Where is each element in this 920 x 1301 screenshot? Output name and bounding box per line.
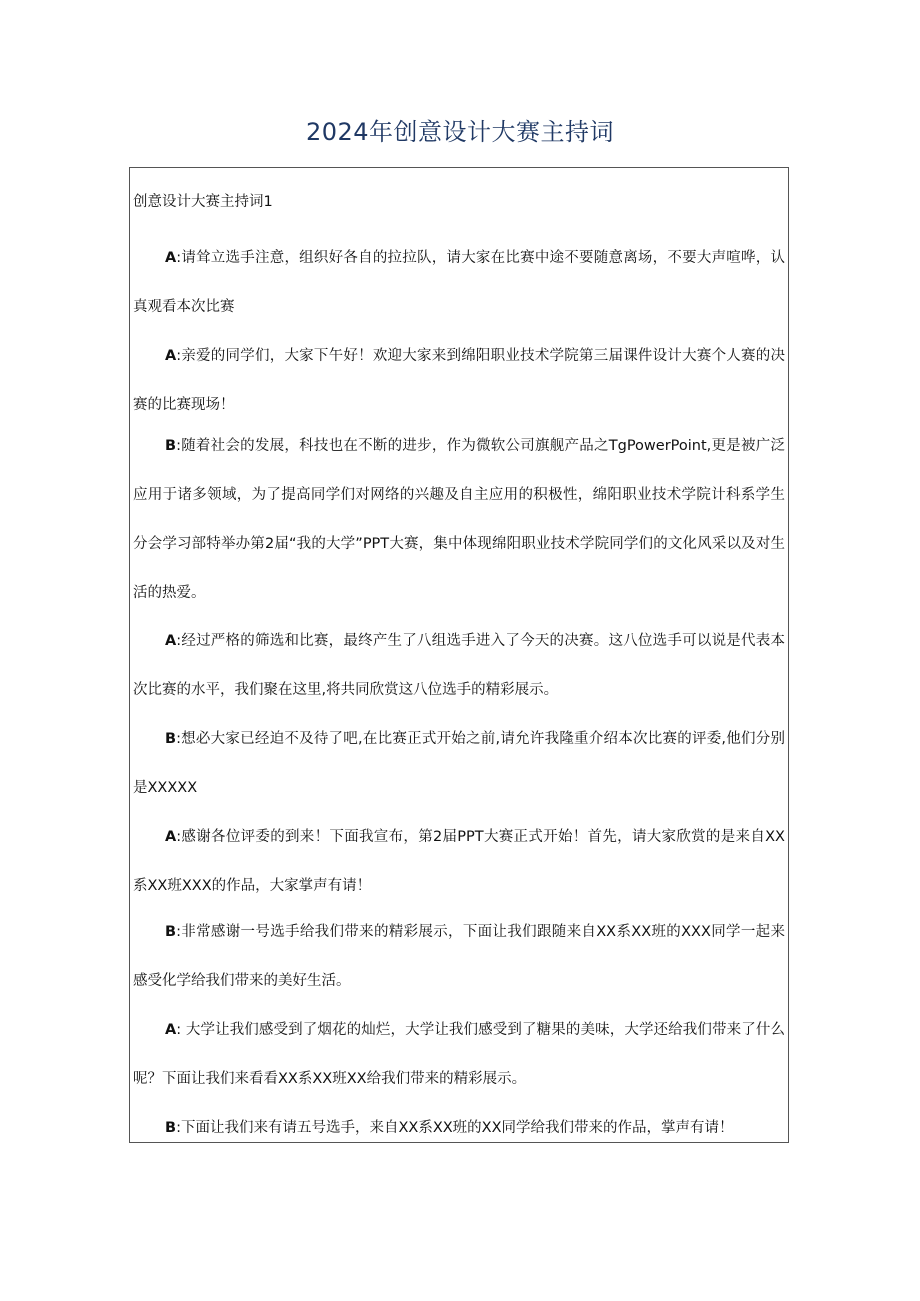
paragraph-text: :亲爱的同学们，大家下午好！欢迎大家来到绵阳职业技术学院第三届课件设计大赛个人赛的决赛的比赛现场！ bbox=[133, 348, 785, 413]
paragraph-text: :经过严格的筛选和比赛，最终产生了八组选手进入了今天的决赛。这八位选手可以说是代表本次比赛的水平，我们聚在这里,将共同欣赏这八位选手的精彩展示。 bbox=[133, 633, 785, 698]
paragraph bbox=[133, 1104, 785, 1143]
paragraph-text: :非常感谢一号选手给我们带来的精彩展示，下面让我们跟随来自XX系XX班的XXX同学一起来感受化学给我们带来的美好生活。 bbox=[133, 924, 785, 989]
speaker-label: A bbox=[165, 348, 177, 364]
speaker-label: B bbox=[165, 438, 177, 454]
speaker-label: A bbox=[165, 829, 177, 845]
paragraph-text: : 大学让我们感受到了烟花的灿烂，大学让我们感受到了糖果的美味，大学还给我们带来了什么呢？下面让我们来看看XX系XX班XX给我们带来的精彩展示。 bbox=[133, 1022, 785, 1087]
document-title: 2024年创意设计大赛主持词 bbox=[305, 118, 615, 146]
paragraph bbox=[133, 1006, 785, 1104]
section-heading: 创意设计大赛主持词1 bbox=[133, 194, 273, 210]
paragraph-text: :随着社会的发展，科技也在不断的进步，作为微软公司旗舰产品之TgPowerPoint,更是被广泛应用于诸多领域，为了提高同学们对网络的兴趣及自主应用的积极性，绵阳职业技术学院计科系学生分会学习部特举办第2届“我的大学”PPT大赛，集中体现绵阳职业技术学院同学们的文化风采以及对生活的热爱。 bbox=[133, 438, 785, 601]
paragraph bbox=[133, 813, 785, 911]
paragraph bbox=[133, 908, 785, 1006]
speaker-label: A bbox=[165, 250, 177, 266]
speaker-label: A bbox=[165, 633, 177, 649]
content-box bbox=[129, 167, 789, 1143]
paragraph bbox=[133, 234, 785, 332]
paragraph-text: :想必大家已经迫不及待了吧,在比赛正式开始之前,请允许我隆重介绍本次比赛的评委,他们分别是XXXXX bbox=[133, 731, 785, 796]
paragraph-text: :下面让我们来有请五号选手，来自XX系XX班的XX同学给我们带来的作品，掌声有请！ bbox=[176, 1120, 734, 1136]
speaker-label: B bbox=[165, 1120, 177, 1136]
speaker-label: B bbox=[165, 731, 177, 747]
paragraph-text: :感谢各位评委的到来！下面我宣布，第2届PPT大赛正式开始！首先，请大家欣赏的是来自XX系XX班XXX的作品，大家掌声有请！ bbox=[133, 829, 785, 894]
paragraph bbox=[133, 617, 785, 715]
speaker-label: A bbox=[165, 1022, 177, 1038]
speaker-label: B bbox=[165, 924, 177, 940]
paragraph bbox=[133, 422, 785, 618]
paragraph bbox=[133, 715, 785, 813]
paragraph bbox=[133, 332, 785, 430]
paragraph-text: :请耸立选手注意，组织好各自的拉拉队，请大家在比赛中途不要随意离场，不要大声喧哗，认真观看本次比赛 bbox=[133, 250, 785, 315]
